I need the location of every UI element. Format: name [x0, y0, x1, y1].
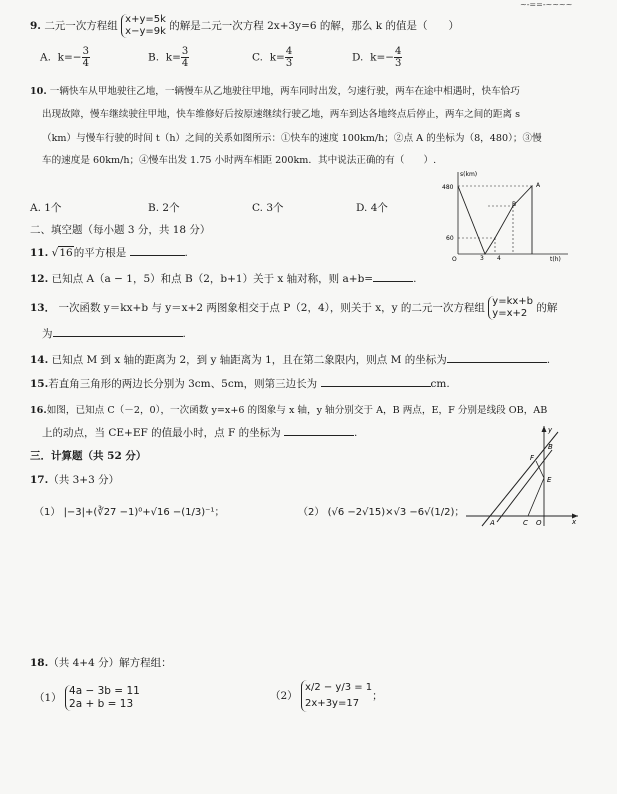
- q9-system: x+y=5k x−y=9k: [121, 14, 166, 38]
- section-3-heading: 三．计算题（共 52 分）: [30, 450, 147, 462]
- q9-text-a: 二元一次方程组: [44, 20, 118, 32]
- q10-xlabel: t(h): [550, 256, 561, 262]
- q13-answer-blank[interactable]: [53, 336, 183, 337]
- svg-text:O: O: [536, 519, 542, 527]
- q17-part-1: （1） |−3|+(∛27 −1)⁰+√16 −(1/3)⁻¹；: [34, 507, 225, 518]
- svg-text:O: O: [452, 256, 457, 262]
- section-2-heading: 二、填空题（每小题 3 分，共 18 分）: [30, 224, 211, 236]
- q18-part-2: （2） x/2 − y/3 = 1 2x+3y=17；: [270, 680, 383, 712]
- q10-line-3: （km）与慢车行驶的时间 t（h）之间的关系如图所示：①快车的速度 100km/h；②点 A 的坐标为（8，480）；③慢: [42, 133, 542, 144]
- svg-text:4: 4: [497, 255, 501, 262]
- q9-option-c: C. k= $\frac{4}{3}$: [252, 46, 293, 69]
- q10-ylabel: s(km): [460, 171, 478, 178]
- q18-system-2: x/2 − y/3 = 1 2x+3y=17: [301, 680, 372, 712]
- q10-option-b: B. 2个: [148, 202, 180, 214]
- q15-answer-blank[interactable]: [321, 386, 431, 387]
- q13-line-2: 为 .: [42, 328, 186, 340]
- q10-option-c: C. 3个: [252, 202, 284, 214]
- svg-text:3: 3: [480, 255, 484, 262]
- q12: 12. 已知点 A（a − 1，5）和点 B（2，b+1）关于 x 轴对称，则 a+b= .: [30, 273, 417, 285]
- svg-text:E: E: [547, 476, 552, 484]
- q10-graph: [440, 168, 575, 262]
- q11-answer-blank[interactable]: [130, 255, 185, 256]
- q9-text-b: 的解是二元一次方程 2x+3y=6 的解，那么 k 的值是（ ）: [169, 20, 459, 32]
- svg-text:y: y: [548, 426, 553, 434]
- q17-heading: 17.（共 3+3 分）: [30, 474, 120, 486]
- q14-answer-blank[interactable]: [447, 362, 547, 363]
- q18-heading: 18.（共 4+4 分）解方程组：: [30, 657, 172, 669]
- q16-line-1: 16.如图，已知点 C（－2，0），一次函数 y=x+6 的图象与 x 轴，y 轴分别交于 A，B 两点，E，F 分别是线段 OB，AB: [30, 405, 548, 416]
- q10-option-a: A. 1个: [30, 202, 62, 214]
- q17-part-2: （2） (√6 −2√15)×√3 −6√(1/2)；: [298, 507, 465, 518]
- svg-text:C: C: [523, 519, 528, 527]
- q16-graph: [462, 422, 582, 530]
- q10-option-d: D. 4个: [356, 202, 388, 214]
- q13-line-1: 13． 一次函数 y＝kx+b 与 y＝x+2 两图象相交于点 P（2，4），则关于 x，y 的二元一次方程组 y=kx+b y=x+2 的解: [30, 296, 558, 319]
- svg-text:F: F: [530, 454, 535, 462]
- q9-option-a: A. k=− $\frac{3}{4}$: [40, 46, 89, 69]
- q9-option-d: D. k=− $\frac{4}{3}$: [352, 46, 402, 69]
- q16-answer-blank[interactable]: [284, 435, 354, 436]
- q15: 15.若直角三角形的两边长分别为 3cm、5cm，则第三边长为 cm.: [30, 378, 450, 390]
- q18-part-1: （1） 4a − 3b = 11 2a + b = 13: [34, 685, 140, 710]
- q9-number: 9.: [30, 20, 41, 32]
- q9-option-b: B. k= $\frac{3}{4}$: [148, 46, 189, 69]
- q9-stem: [30, 14, 459, 38]
- q10-line-2: 出现故障，慢车继续驶往甲地，快车维修好后按原速继续行驶乙地，两车到达各地终点后停止，两车之间的距离 s: [42, 109, 521, 120]
- svg-text:60: 60: [446, 235, 454, 242]
- q14: 14. 已知点 M 到 x 轴的距离为 2，到 y 轴距离为 1，且在第二象限内，则点 M 的坐标为 .: [30, 354, 551, 366]
- svg-text:x: x: [572, 518, 577, 526]
- svg-text:A: A: [490, 519, 495, 527]
- q13-system: y=kx+b y=x+2: [488, 296, 533, 320]
- header-fragment: ~-==-~~~~: [520, 0, 573, 6]
- q16-line-2: 上的动点，当 CE+EF 的值最小时，点 F 的坐标为 .: [42, 427, 358, 439]
- q10-line-1: 10. 一辆快车从甲地驶往乙地，一辆慢车从乙地驶往甲地，两车同时出发，匀速行驶，两车在途中相遇时，快车恰巧: [30, 86, 520, 97]
- svg-text:480: 480: [442, 184, 454, 191]
- svg-text:A: A: [536, 182, 541, 189]
- q18-system-1: 4a − 3b = 11 2a + b = 13: [65, 685, 140, 711]
- q10-line-4: 车的速度是 60km/h；④慢车出发 1.75 小时两车相距 200km．其中说法正确的有（ ）.: [42, 155, 437, 166]
- q11: 11. √16的平方根是 .: [30, 247, 188, 259]
- q12-answer-blank[interactable]: [373, 281, 413, 282]
- svg-text:B: B: [548, 443, 553, 451]
- svg-text:B: B: [512, 201, 517, 208]
